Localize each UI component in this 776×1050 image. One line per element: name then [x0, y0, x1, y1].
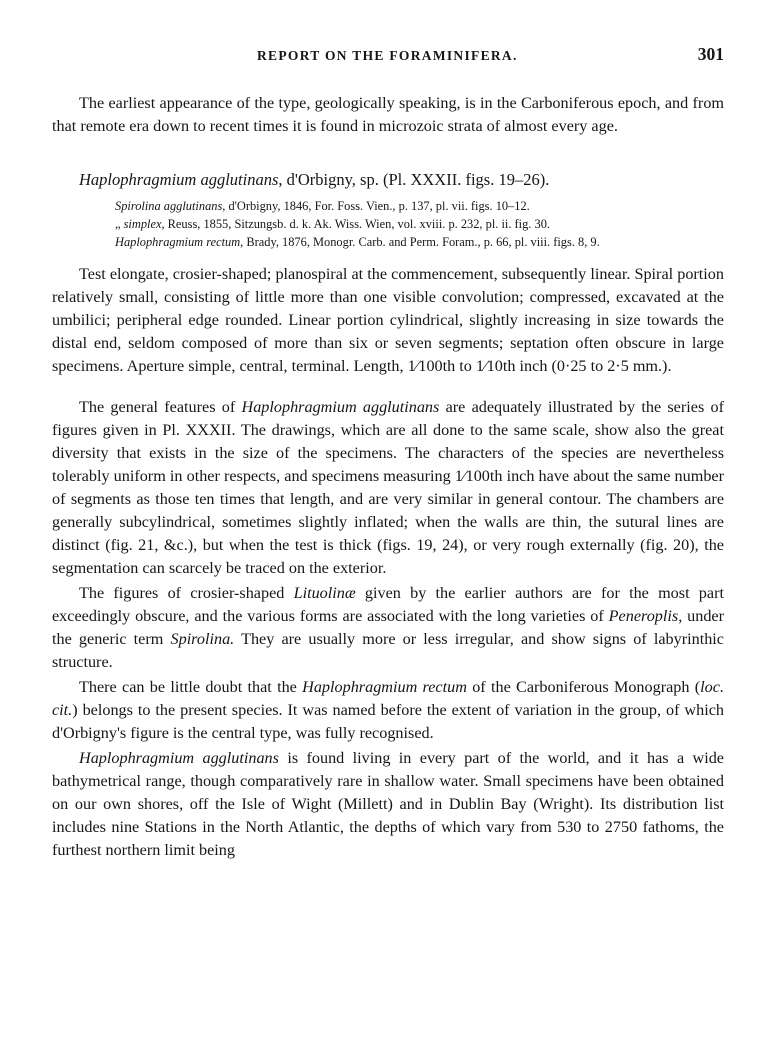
- synonymy-citation: , Reuss, 1855, Sitzungsb. d. k. Ak. Wiss. Wien, vol. xviii. p. 232, pl. ii. fig. 30.: [161, 217, 550, 231]
- text-run: given by the earlier authors are for the most part exceedingly obscure, and the various forms are associated with the long varieties of: [52, 584, 724, 625]
- species-authority: , d'Orbigny, sp. (Pl. XXXII. figs. 19–26).: [278, 170, 550, 189]
- synonymy-list: [52, 197, 724, 251]
- synonymy-entry: [52, 215, 724, 233]
- synonymy-citation: , Brady, 1876, Monogr. Carb. and Perm. Foram., p. 66, pl. viii. figs. 8, 9.: [240, 235, 600, 249]
- italic-run: Peneroplis,: [608, 607, 683, 625]
- body-paragraph: [52, 396, 724, 580]
- italic-run: Haplophragmium agglutinans: [79, 749, 279, 767]
- species-heading: [79, 168, 724, 191]
- synonymy-name: Spirolina agglutinans: [115, 199, 223, 213]
- synonymy-entry: [52, 197, 724, 215]
- text-run: are adequately illustrated by the series of figures given in Pl. XXXII. The drawings, which are all done to the same scale, show also the great diversity that exists in the size of the specimens. The characters of the species are nevertheless tolerably uniform in other respects, and specimens measuring 1⁄100th inch have about the same number of segments as those ten times that length, and are very similar in general contour. The chambers are generally subcylindrical, sometimes slightly inflated; when the walls are thin, the sutural lines are distinct (fig. 21, &c.), but when the test is thick (figs. 19, 24), or very rough externally (fig. 20), the segmentation can scarcely be traced on the exterior.: [52, 398, 724, 577]
- text-run: of the Carboniferous Monograph (: [466, 678, 701, 696]
- text-run: The figures of crosier-shaped: [79, 584, 294, 602]
- synonymy-entry: [52, 233, 724, 251]
- italic-run: Spirolina.: [170, 630, 235, 648]
- synonymy-name: simplex: [123, 217, 162, 231]
- italic-run: loc. cit.: [52, 678, 724, 719]
- body-paragraph: [52, 747, 724, 862]
- italic-run: Lituolinæ: [293, 584, 356, 602]
- text-run: The general features of: [79, 398, 242, 416]
- species-description: Test elongate, crosier-shaped; planospiral at the commencement, subsequently linear. Spiral portion relatively small, consisting of little more than one visible convolution; compressed, excavated at the umbilici; peripheral edge rounded. Linear portion cylindrical, slightly increasing in size towards the distal end, seldom composed of more than six or seven segments; septation often obscure in large specimens. Aperture simple, central, terminal. Length, 1⁄100th to 1⁄10th inch (0·25 to 2·5 mm.).: [52, 265, 724, 375]
- synonymy-citation: , d'Orbigny, 1846, For. Foss. Vien., p. 137, pl. vii. figs. 10–12.: [222, 199, 530, 213]
- synonymy-name: Haplophragmium rectum: [115, 235, 241, 249]
- running-head: REPORT ON THE FORAMINIFERA.: [257, 48, 518, 63]
- italic-run: Haplophragmium rectum: [302, 678, 467, 696]
- page-number: 301: [697, 44, 724, 64]
- text-run: is found living in every part of the world, and it has a wide bathymetrical range, though comparatively rare in shallow water. Small specimens have been obtained on our own shores, off the Isle of Wight (Millett) and in Dublin Bay (Wright). Its distribution list includes nine Stations in the North Atlantic, the depths of which vary from 530 to 2750 fathoms, the furthest northern limit being: [52, 749, 724, 859]
- text-run: They are usually more or less irregular, and show signs of labyrinthic structure.: [52, 630, 724, 671]
- text-run: ) belongs to the present species. It was named before the extent of variation in the group, of which d'Orbigny's figure is the central type, was fully recognised.: [52, 701, 724, 742]
- text-run: There can be little doubt that the: [79, 678, 303, 696]
- body-paragraph: [52, 676, 724, 745]
- text-run: under the generic term: [52, 607, 724, 648]
- intro-paragraph: The earliest appearance of the type, geologically speaking, is in the Carboniferous epoch, and from that remote era down to recent times it is found in microzoic strata of almost every age.: [52, 94, 724, 135]
- ditto-mark: „: [115, 217, 124, 231]
- italic-run: Haplophragmium agglutinans: [241, 398, 440, 416]
- species-name: Haplophragmium agglutinans: [79, 170, 279, 189]
- page-header: [52, 44, 724, 68]
- body-paragraph: [52, 582, 724, 674]
- page-body: [52, 92, 724, 862]
